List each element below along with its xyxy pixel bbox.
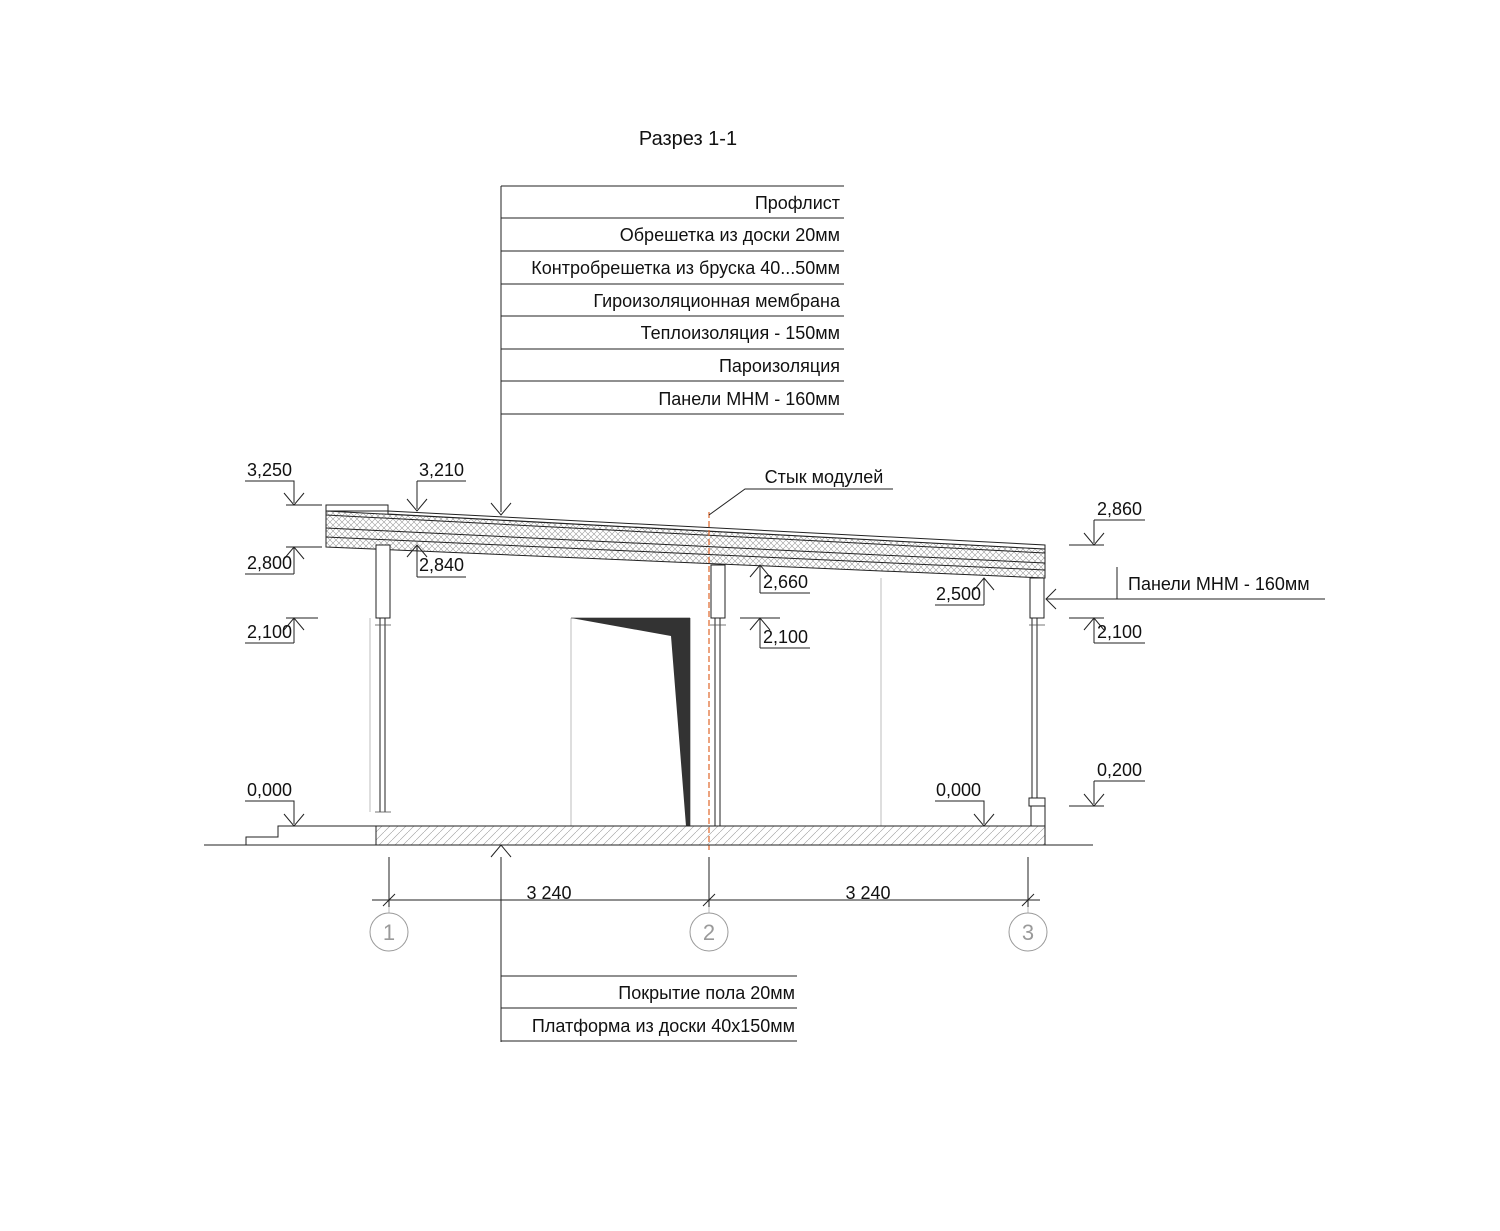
level-value: 2,500 bbox=[936, 584, 982, 604]
roof-layer-label: Панели МНМ - 160мм bbox=[658, 389, 840, 409]
level-value: 0,200 bbox=[1097, 760, 1143, 780]
level-value: 2,660 bbox=[763, 572, 809, 592]
module-joint bbox=[709, 467, 893, 850]
interior-door bbox=[571, 618, 690, 826]
span-dimension: 3 240 bbox=[845, 883, 891, 903]
span-dimension: 3 240 bbox=[526, 883, 572, 903]
axis-label: 2 bbox=[702, 920, 716, 945]
level-value: 3,210 bbox=[419, 460, 465, 480]
wall-panel-callout bbox=[1046, 567, 1325, 609]
level-value: 2,100 bbox=[763, 627, 809, 647]
level-value: 3,250 bbox=[247, 460, 293, 480]
level-value: 2,840 bbox=[419, 555, 465, 575]
module-joint-label: Стык модулей bbox=[764, 467, 884, 487]
floor-platform bbox=[204, 826, 1093, 857]
roof-layer-label: Контробрешетка из бруска 40...50мм bbox=[531, 258, 840, 278]
level-value: 2,800 bbox=[247, 553, 293, 573]
axis-label: 1 bbox=[382, 920, 396, 945]
axis-label: 3 bbox=[1021, 920, 1035, 945]
level-value: 0,000 bbox=[936, 780, 982, 800]
section-title: Разрез 1-1 bbox=[638, 128, 738, 150]
roof-layer-label: Гироизоляционная мембрана bbox=[593, 291, 840, 311]
floor-layer-label: Покрытие пола 20мм bbox=[618, 983, 795, 1003]
level-value: 2,860 bbox=[1097, 499, 1143, 519]
floor-layer-label: Платформа из доски 40х150мм bbox=[531, 1016, 795, 1036]
roof-layer-label: Обрешетка из доски 20мм bbox=[619, 225, 840, 245]
roof-layer-label: Пароизоляция bbox=[718, 356, 840, 376]
level-value: 2,100 bbox=[247, 622, 293, 642]
floor-layer-legend bbox=[501, 976, 797, 1041]
level-value: 2,100 bbox=[1097, 622, 1143, 642]
roof-layer-label: Теплоизоляция - 150мм bbox=[640, 323, 840, 343]
grid-axes bbox=[370, 907, 1047, 951]
roof-layer-legend bbox=[491, 186, 844, 515]
roof-layer-label: Профлист bbox=[754, 193, 840, 213]
wall-panel-label: Панели МНМ - 160мм bbox=[1128, 574, 1310, 594]
level-value: 0,000 bbox=[247, 780, 293, 800]
